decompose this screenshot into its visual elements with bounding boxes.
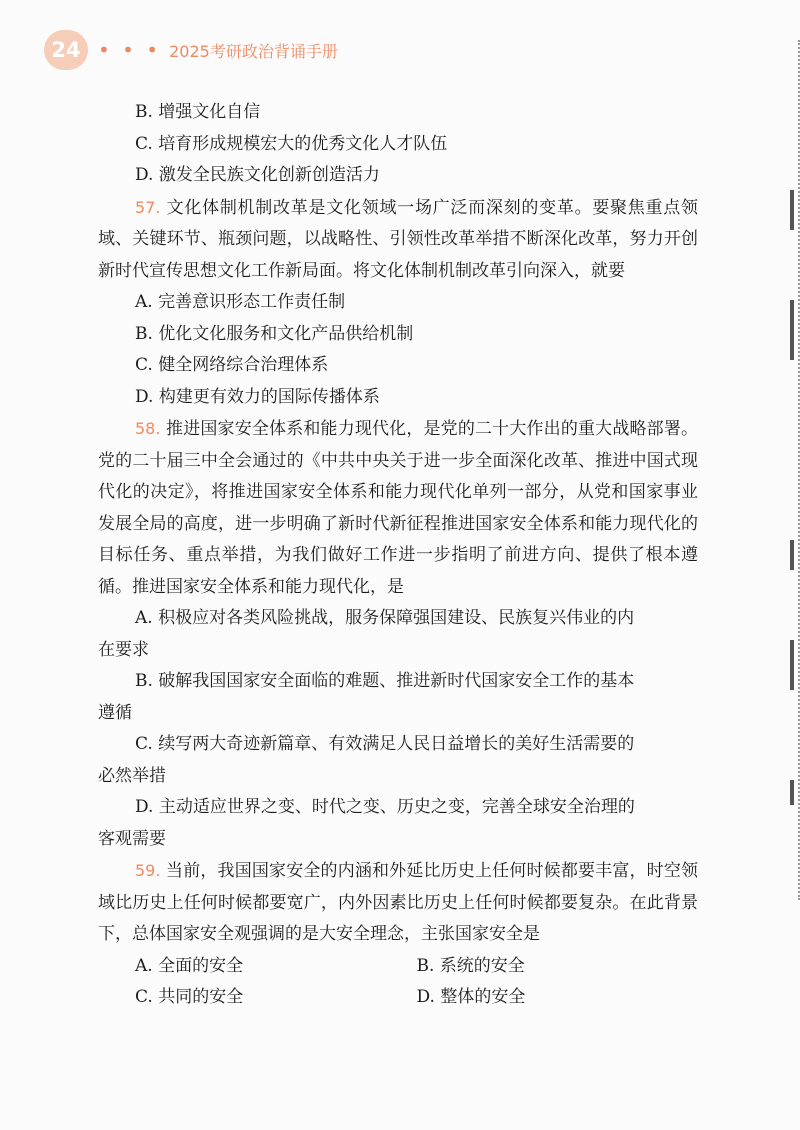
scan-mark bbox=[790, 300, 794, 360]
q59-option-c: C. 共同的安全 bbox=[135, 987, 244, 1007]
q58-option-d bbox=[98, 792, 698, 855]
scan-mark bbox=[790, 190, 794, 230]
scan-mark bbox=[790, 780, 794, 805]
q58-option-a-line1: A. 积极应对各类风险挑战，服务保障强国建设、民族复兴伟业的内 bbox=[135, 608, 635, 628]
page-content bbox=[98, 97, 698, 1014]
q58-option-c bbox=[98, 729, 698, 792]
q59-options-row-1 bbox=[98, 951, 698, 983]
page-header bbox=[44, 30, 338, 70]
scan-mark bbox=[790, 540, 794, 570]
q57-option-b: B. 优化文化服务和文化产品供给机制 bbox=[135, 323, 414, 344]
q56-option-c: C. 培育形成规模宏大的优秀文化人才队伍 bbox=[135, 133, 448, 154]
q58-option-b-line2: 遵循 bbox=[98, 702, 132, 723]
q59-option-d: D. 整体的安全 bbox=[416, 987, 526, 1007]
q57-stem bbox=[98, 192, 698, 288]
q59-option-b: B. 系统的安全 bbox=[416, 955, 525, 976]
q58-option-d-line2: 客观需要 bbox=[98, 828, 166, 849]
q56-option-b: B. 增强文化自信 bbox=[135, 102, 261, 122]
q58-option-b-line1: B. 破解我国国家安全面临的难题、推进新时代国家安全工作的基本 bbox=[135, 671, 635, 691]
q57-option-c: C. 健全网络综合治理体系 bbox=[135, 355, 329, 375]
q58-option-d-line1: D. 主动适应世界之变、时代之变、历史之变，完善全球安全治理的 bbox=[135, 797, 635, 817]
q58-option-c-line1: C. 续写两大奇迹新篇章、有效满足人民日益增长的美好生活需要的 bbox=[135, 734, 635, 754]
q58-option-c-line2: 必然举措 bbox=[98, 765, 166, 786]
q58-option-a-line2: 在要求 bbox=[98, 639, 149, 660]
q59-number: 59. bbox=[135, 861, 161, 880]
q59-stem-text: 当前，我国国家安全的内涵和外延比历史上任何时候都要丰富，时空领域比历史上任何时候都要宽广，内外因素比历史上任何时候都要复杂。在此背景下，总体国家安全观强调的是大安全理念，主张国家安全是 bbox=[98, 861, 699, 944]
q57-stem-text: 文化体制机制改革是文化领域一场广泛而深刻的变革。要聚焦重点领域、关键环节、瓶颈问题，以战略性、引领性改革举措不断深化改革，努力开创新时代宣传思想文化工作新局面。将文化体制机制改革引向深入，就要 bbox=[98, 197, 699, 281]
book-title: 2025考研政治背诵手册 bbox=[169, 41, 338, 61]
q57-option-a: A. 完善意识形态工作责任制 bbox=[135, 292, 346, 312]
header-dots: • • • bbox=[98, 38, 162, 62]
q57-number: 57. bbox=[135, 197, 161, 217]
q58-option-b bbox=[98, 666, 698, 729]
q59-option-a: A. 全面的安全 bbox=[135, 955, 244, 976]
q59-options-row-2 bbox=[98, 982, 698, 1014]
scan-mark bbox=[790, 640, 794, 690]
q58-option-a bbox=[98, 603, 698, 666]
q59-stem bbox=[98, 855, 698, 951]
q58-stem-text: 推进国家安全体系和能力现代化，是党的二十大作出的重大战略部署。党的二十届三中全会通过的《中共中央关于进一步全面深化改革、推进中国式现代化的决定》，将推进国家安全体系和能力现代化单列一部分，从党和国家事业发展全局的高度，进一步明确了新时代新征程推进国家安全体系和能力现代化的目标任务、重点举措，为我们做好工作进一步指明了前进方向、提供了根本遵循。推进国家安全体系和能力现代化，是 bbox=[98, 419, 699, 597]
q57-option-d: D. 构建更有效力的国际传播体系 bbox=[135, 386, 380, 407]
page-number-badge: 24 bbox=[44, 30, 88, 70]
q56-option-d: D. 激发全民族文化创新创造活力 bbox=[135, 165, 380, 185]
q58-stem bbox=[98, 413, 698, 603]
scan-page-edge bbox=[776, 40, 800, 900]
q58-number: 58. bbox=[135, 419, 161, 438]
